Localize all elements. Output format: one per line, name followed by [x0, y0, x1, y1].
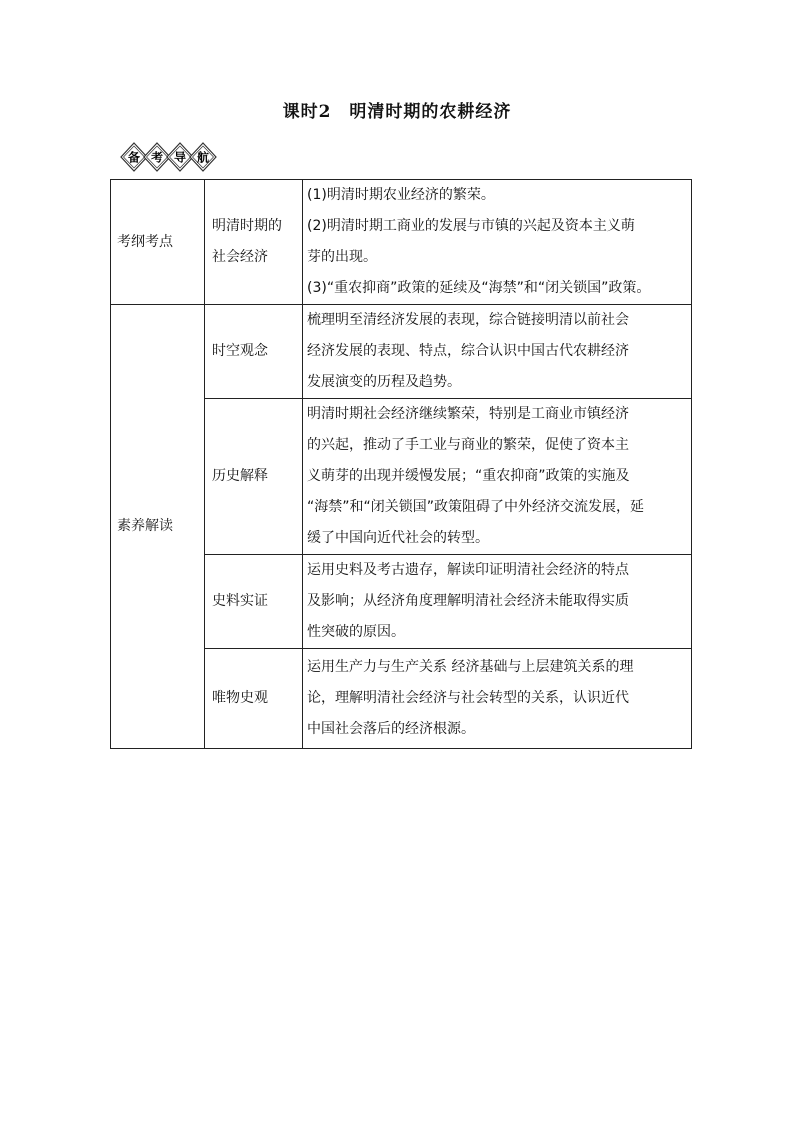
competency-4-line-3: 中国社会落后的经济根源。	[307, 721, 475, 737]
badge-char-2: 考	[150, 150, 164, 165]
competency-desc-3	[303, 555, 692, 649]
badge-diamond-3	[167, 143, 193, 171]
syllabus-table	[110, 179, 692, 749]
badge-char-3: 导	[173, 150, 187, 165]
syllabus-point-2: (2)明清时期工商业的发展与市镇的兴起及资本主义萌	[307, 218, 635, 234]
syllabus-points-cell	[303, 180, 692, 305]
badge-diamond-4	[190, 143, 216, 171]
syllabus-point-2-cont: 芽的出现。	[307, 249, 377, 265]
table-row-syllabus	[111, 180, 692, 305]
competency-name-3: 史料实证	[205, 555, 303, 649]
competency-label-cell: 素养解读	[111, 305, 205, 749]
competency-1-line-2: 经济发展的表现、特点，综合认识中国古代农耕经济	[307, 343, 629, 359]
badge-char-4: 航	[196, 150, 210, 165]
competency-name-1: 时空观念	[205, 305, 303, 399]
competency-desc-2	[303, 399, 692, 555]
badge-diamond-2	[144, 143, 170, 171]
syllabus-point-1: (1)明清时期农业经济的繁荣。	[307, 187, 495, 203]
competency-2-line-3: 义萌芽的出现并缓慢发展；“重农抑商”政策的实施及	[307, 468, 630, 484]
badge-char-1: 备	[127, 150, 141, 165]
competency-desc-4	[303, 649, 692, 749]
syllabus-topic-line-1: 明清时期的	[212, 218, 282, 234]
competency-name-4: 唯物史观	[205, 649, 303, 749]
competency-4-line-1: 运用生产力与生产关系 经济基础与上层建筑关系的理	[307, 659, 634, 675]
competency-4-line-2: 论，理解明清社会经济与社会转型的关系，认识近代	[307, 690, 629, 706]
competency-1-line-3: 发展演变的历程及趋势。	[307, 374, 461, 390]
competency-2-line-4: “海禁”和“闭关锁国”政策阻碍了中外经济交流发展，延	[307, 499, 645, 515]
competency-desc-1	[303, 305, 692, 399]
page-title: 课时2 明清时期的农耕经济	[282, 102, 512, 122]
syllabus-topic-line-2: 社会经济	[212, 249, 268, 265]
badge-diamond-1	[121, 143, 147, 171]
competency-3-line-3: 性突破的原因。	[307, 624, 405, 640]
competency-1-line-1: 梳理明至清经济发展的表现，综合链接明清以前社会	[307, 312, 629, 328]
competency-2-line-2: 的兴起，推动了手工业与商业的繁荣，促使了资本主	[307, 437, 629, 453]
competency-3-line-2: 及影响；从经济角度理解明清社会经济未能取得实质	[307, 593, 629, 609]
competency-3-line-1: 运用史料及考古遗存，解读印证明清社会经济的特点	[307, 562, 629, 578]
syllabus-label-cell: 考纲考点	[111, 180, 205, 305]
competency-2-line-5: 缓了中国向近代社会的转型。	[307, 530, 489, 546]
competency-2-line-1: 明清时期社会经济继续繁荣，特别是工商业市镇经济	[307, 406, 629, 422]
syllabus-point-3: (3)“重农抑商”政策的延续及“海禁”和“闭关锁国”政策。	[307, 280, 651, 296]
table-row-competency	[111, 305, 692, 399]
syllabus-topic-cell	[205, 180, 303, 305]
section-badge	[120, 141, 220, 173]
competency-name-2: 历史解释	[205, 399, 303, 555]
